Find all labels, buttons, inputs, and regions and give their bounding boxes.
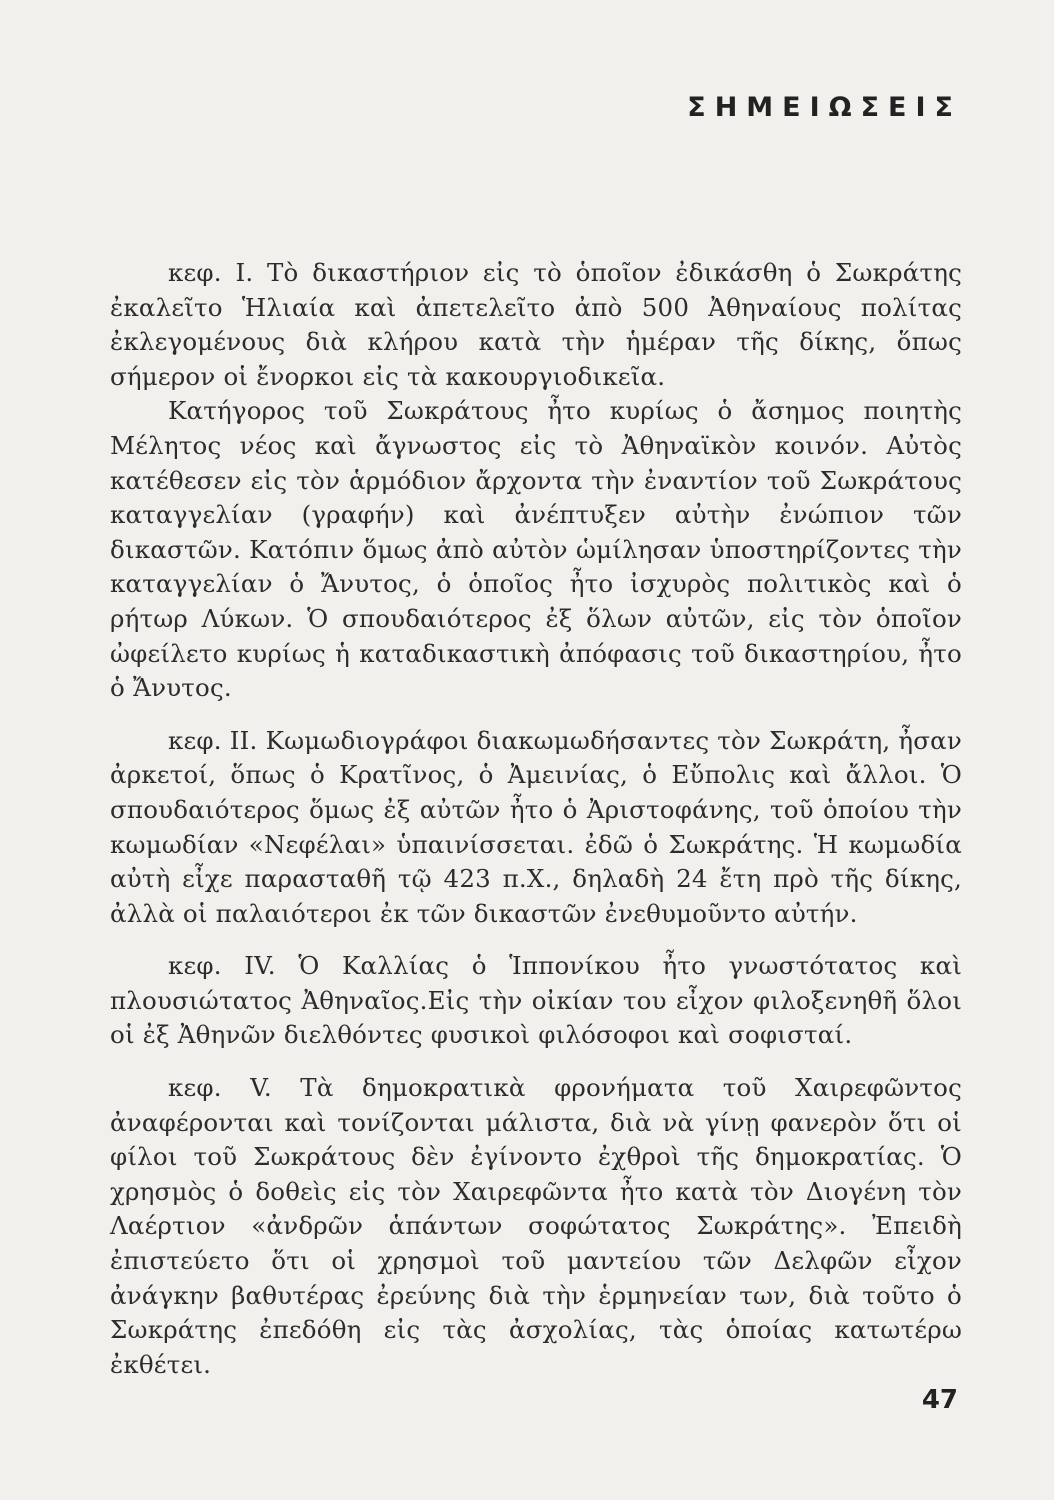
notes-body [110, 256, 962, 1382]
page-number: 47 [921, 1385, 958, 1415]
note-paragraph: κεφ. II. Κωμωδιογράφοι διακωμωδήσαντες τὸν Σωκράτη, ἦσαν ἀρκετοί, ὅπως ὁ Κρατῖνος, ὁ Ἀμεινίας, ὁ Εὔπολις καὶ ἄλλοι. Ὁ σπουδαιότερος ὅμως ἐξ αὐτῶν ἦτο ὁ Ἀριστοφάνης, τοῦ ὁποίου τὴν κωμωδίαν «Νεφέλαι» ὑπαινίσσεται. ἐδῶ ὁ Σωκράτης. Ἡ κωμωδία αὐτὴ εἶχε παρασταθῆ τῷ 423 π.Χ., δηλαδὴ 24 ἔτη πρὸ τῆς δίκης, ἀλλὰ οἱ παλαιότεροι ἐκ τῶν δικαστῶν ἐνεθυμοῦντο αὐτήν. [110, 725, 962, 928]
note-paragraph: κεφ. I. Τὸ δικαστήριον εἰς τὸ ὁποῖον ἐδικάσθη ὁ Σωκράτης ἐκαλεῖτο Ἡλιαία καὶ ἀπετελεῖτο ἀπὸ 500 Ἀθηναίους πολίτας ἐκλεγομένους διὰ κλήρου κατὰ τὴν ἡμέραν τῆς δίκης, ὅπως σήμερον οἱ ἔνορκοι εἰς τὰ κακουργιοδικεῖα. [110, 258, 962, 391]
note-paragraph: Κατήγορος τοῦ Σωκράτους ἦτο κυρίως ὁ ἄσημος ποιητὴς Μέλητος νέος καὶ ἄγνωστος εἰς τὸ Ἀθηναϊκὸν κοινόν. Αὐτὸς κατέθεσεν εἰς τὸν ἁρμόδιον ἄρχοντα τὴν ἐναντίον τοῦ Σωκράτους καταγγελίαν (γραφήν) καὶ ἀνέπτυξεν αὐτὴν ἐνώπιον τῶν δικαστῶν. Κατόπιν ὅμως ἀπὸ αὐτὸν ὡμίλησαν ὑποστηρίζοντες τὴν καταγγελίαν ὁ Ἄνυτος, ὁ ὁποῖος ἦτο ἰσχυρὸς πολιτικὸς καὶ ὁ ρήτωρ Λύκων. Ὁ σπουδαιότερος ἐξ ὅλων αὐτῶν, εἰς τὸν ὁποῖον ὠφείλετο κυρίως ἡ καταδικαστικὴ ἀπόφασις τοῦ δικαστηρίου, ἦτο ὁ Ἄνυτος. [110, 396, 962, 703]
note-paragraph: κεφ. V. Τὰ δημοκρατικὰ φρονήματα τοῦ Χαιρεφῶντος ἀναφέρονται καὶ τονίζονται μάλιστα, διὰ νὰ γίνῃ φανερὸν ὅτι οἱ φίλοι τοῦ Σωκράτους δὲν ἐγίνοντο ἐχθροὶ τῆς δημοκρατίας. Ὁ χρησμὸς ὁ δοθεὶς εἰς τὸν Χαιρεφῶντα ἦτο κατὰ τὸν Διογένη τὸν Λαέρτιον «ἀνδρῶν ἁπάντων σοφώτατος Σωκράτης». Ἐπειδὴ ἐπιστεύετο ὅτι οἱ χρησμοὶ τοῦ μαντείου τῶν Δελφῶν εἶχον ἀνάγκην βαθυτέρας ἐρεύνης διὰ τὴν ἑρμηνείαν των, διὰ τοῦτο ὁ Σωκράτης ἐπεδόθη εἰς τὰς ἀσχολίας, τὰς ὁποίας κατωτέρω ἐκθέτει. [110, 1073, 962, 1379]
section-heading: ΣΗΜΕΙΩΣΕΙΣ [687, 92, 962, 123]
note-paragraph: κεφ. IV. Ὁ Καλλίας ὁ Ἱππονίκου ἦτο γνωστότατος καὶ πλουσιώτατος Ἀθηναῖος.Εἰς τὴν οἰκίαν του εἶχον φιλοξενηθῆ ὅλοι οἱ ἐξ Ἀθηνῶν διελθόντες φυσικοὶ φιλόσοφοι καὶ σοφισταί. [110, 951, 962, 1050]
